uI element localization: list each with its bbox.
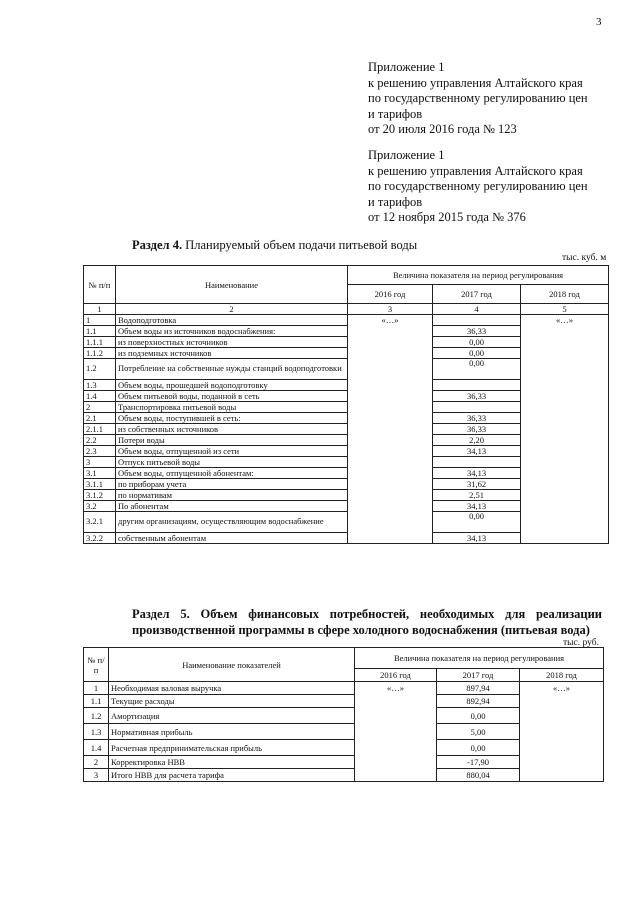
omitted-2018: «…» (521, 315, 609, 544)
row-name: Нормативная прибыль (109, 724, 355, 740)
row-num: 3.1 (84, 468, 116, 479)
appendix-line: к решению управления Алтайского края (368, 163, 583, 178)
row-name: Необходимая валовая выручка (109, 682, 355, 695)
header-num: № п/п (84, 648, 109, 682)
section4-title (132, 238, 417, 253)
row-num: 2 (84, 402, 116, 413)
header-2016: 2016 год (355, 669, 437, 682)
row-2017: 0,00 (433, 512, 521, 533)
row-num: 1.4 (84, 740, 109, 756)
row-2017 (433, 380, 521, 391)
row-name: Потребление на собственные нужды станций водоподготовки (116, 359, 348, 380)
row-name: Объем воды, отпущенной абонентам: (116, 468, 348, 479)
row-2017: 34,13 (433, 533, 521, 544)
row-name: Объем питьевой воды, поданной в сеть (116, 391, 348, 402)
col-number: 4 (433, 304, 521, 315)
row-2017: 36,33 (433, 413, 521, 424)
row-name: собственным абонентам (116, 533, 348, 544)
row-num: 1.1.2 (84, 348, 116, 359)
col-number: 2 (116, 304, 348, 315)
header-name: Наименование показателей (109, 648, 355, 682)
appendix-block-original (368, 148, 588, 226)
appendix-line: по государственному регулированию цен (368, 91, 588, 105)
row-num: 3.2.2 (84, 533, 116, 544)
row-name: Объем воды, отпущенной из сети (116, 446, 348, 457)
row-num: 1.3 (84, 724, 109, 740)
section5-unit: тыс. руб. (563, 638, 599, 648)
row-name: по нормативам (116, 490, 348, 501)
row-name: Итого НВВ для расчета тарифа (109, 769, 355, 782)
row-num: 3.1.1 (84, 479, 116, 490)
row-num: 3.1.2 (84, 490, 116, 501)
section5-table (83, 647, 604, 782)
row-2017: 36,33 (433, 391, 521, 402)
row-2017: 897,94 (437, 682, 520, 695)
appendix-block-current (368, 60, 588, 138)
appendix-line: и тарифов (368, 106, 423, 121)
row-num: 2.1.1 (84, 424, 116, 435)
page-number: 3 (596, 16, 602, 28)
section5-title (132, 606, 602, 638)
row-name: Корректировка НВВ (109, 756, 355, 769)
row-num: 1 (84, 682, 109, 695)
col-number: 5 (521, 304, 609, 315)
row-2017: 880,04 (437, 769, 520, 782)
appendix-line: к решению управления Алтайского края (368, 75, 583, 90)
row-name: Объем воды из источников водоснабжения: (116, 326, 348, 337)
row-num: 2.2 (84, 435, 116, 446)
section5-title-rest: Объем финансовых потребностей, необходимых для реализации производственной программы в сфере холодного водоснабжения (питьевая вода) (132, 607, 602, 637)
appendix-line: от 20 июля 2016 года № 123 (368, 122, 517, 136)
row-num: 1.3 (84, 380, 116, 391)
appendix-line: от 12 ноября 2015 года № 376 (368, 210, 526, 224)
row-2017: 31,62 (433, 479, 521, 490)
row-num: 3.2.1 (84, 512, 116, 533)
row-2017: 34,13 (433, 468, 521, 479)
omitted-2018: «…» (520, 682, 604, 782)
row-2017: 2,51 (433, 490, 521, 501)
row-name: Транспортировка питьевой воды (116, 402, 348, 413)
row-2017: 0,00 (433, 359, 521, 380)
row-name: По абонентам (116, 501, 348, 512)
row-name: другим организациям, осуществляющим водоснабжение (116, 512, 348, 533)
row-2017: 36,33 (433, 424, 521, 435)
section4-unit: тыс. куб. м (562, 253, 607, 263)
row-name: Потери воды (116, 435, 348, 446)
row-2017: 0,00 (433, 337, 521, 348)
row-name: Текущие расходы (109, 695, 355, 708)
omitted-2016: «…» (355, 682, 437, 782)
row-2017: 34,13 (433, 446, 521, 457)
row-num: 1.1 (84, 695, 109, 708)
section4-title-rest: Планируемый объем подачи питьевой воды (182, 238, 418, 252)
row-2017: 0,00 (437, 740, 520, 756)
section4-title-bold: Раздел 4. (132, 238, 183, 252)
row-name: Расчетная предпринимательская прибыль (109, 740, 355, 756)
table-row (84, 682, 604, 695)
row-num: 1 (84, 315, 116, 326)
row-name: Объем воды, прошедшей водоподготовку (116, 380, 348, 391)
header-name: Наименование (116, 266, 348, 304)
row-num: 2.3 (84, 446, 116, 457)
row-name: из подземных источников (116, 348, 348, 359)
header-period: Величина показателя на период регулирования (348, 266, 609, 285)
row-2017 (433, 315, 521, 326)
header-period: Величина показателя на период регулирования (355, 648, 604, 669)
row-name: Амортизация (109, 708, 355, 724)
row-num: 2.1 (84, 413, 116, 424)
row-2017: 2,20 (433, 435, 521, 446)
header-2017: 2017 год (437, 669, 520, 682)
row-num: 3 (84, 457, 116, 468)
row-num: 2 (84, 756, 109, 769)
row-num: 1.1.1 (84, 337, 116, 348)
header-2017: 2017 год (433, 285, 521, 304)
appendix-line: и тарифов (368, 194, 423, 209)
section5-title-bold: Раздел 5. (132, 607, 190, 621)
row-name: из собственных источников (116, 424, 348, 435)
appendix-line: Приложение 1 (368, 60, 445, 74)
row-2017: 36,33 (433, 326, 521, 337)
section4-table (83, 265, 609, 544)
row-2017 (433, 402, 521, 413)
row-num: 1.1 (84, 326, 116, 337)
row-name: Отпуск питьевой воды (116, 457, 348, 468)
row-2017 (433, 457, 521, 468)
table-row (84, 315, 609, 326)
row-num: 3.2 (84, 501, 116, 512)
row-num: 1.2 (84, 708, 109, 724)
row-name: по приборам учета (116, 479, 348, 490)
row-2017: 0,00 (437, 708, 520, 724)
row-2017: 892,94 (437, 695, 520, 708)
col-number: 1 (84, 304, 116, 315)
row-2017: 34,13 (433, 501, 521, 512)
row-2017: 5,00 (437, 724, 520, 740)
row-name: Объем воды, поступившей в сеть: (116, 413, 348, 424)
row-name: Водоподготовка (116, 315, 348, 326)
appendix-line: Приложение 1 (368, 148, 445, 162)
row-num: 1.4 (84, 391, 116, 402)
row-2017: -17,90 (437, 756, 520, 769)
header-2016: 2016 год (348, 285, 433, 304)
row-name: из поверхностных источников (116, 337, 348, 348)
header-num: № п/п (84, 266, 116, 304)
row-2017: 0,00 (433, 348, 521, 359)
header-2018: 2018 год (521, 285, 609, 304)
row-num: 3 (84, 769, 109, 782)
omitted-2016: «…» (348, 315, 433, 544)
row-num: 1.2 (84, 359, 116, 380)
appendix-line: по государственному регулированию цен (368, 179, 588, 193)
header-2018: 2018 год (520, 669, 604, 682)
col-number: 3 (348, 304, 433, 315)
